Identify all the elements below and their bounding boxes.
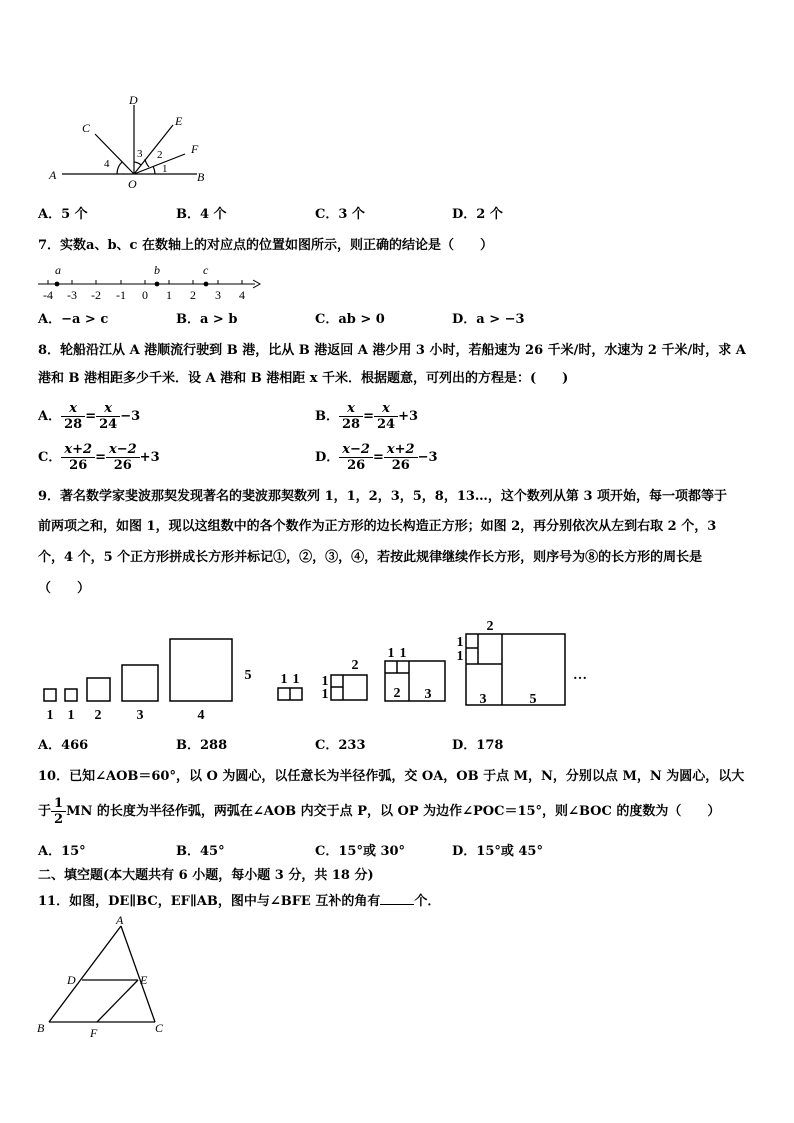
q8-line1: 8．轮船沿江从 A 港顺流行驶到 B 港，比从 B 港返回 A 港少用 3 小时，若船速为 26 千米/时，水速为 2 千米/时，求 A	[38, 343, 746, 358]
q7-tick-label: 4	[239, 288, 245, 302]
q8-option-a: A． $\frac{x}{28}$ = $\frac{x}{24}$ −3	[38, 401, 141, 432]
q9-option-a: A．466	[38, 738, 89, 753]
q7-tick-label: -4	[43, 288, 53, 302]
q7-label-a: a	[55, 263, 61, 277]
q8-line2: 港和 B 港相距多少千米．设 A 港和 B 港相距 x 千米．根据题意，可列出的方程是：( )	[38, 371, 569, 386]
q7-tick-label: 0	[142, 288, 148, 302]
q7-label-c: c	[203, 263, 209, 277]
q11-stem: 11．如图，DE∥BC，EF∥AB，图中与∠BFE 互补的角有 个．	[38, 894, 441, 909]
q6-option-a: A．5 个	[38, 207, 88, 222]
q11-answer-blank[interactable]	[380, 892, 414, 905]
q7-option-d: D．a > −3	[452, 312, 525, 327]
section-heading: 二、填空题(本大题共有 6 小题，每小题 3 分，共 18 分)	[38, 868, 374, 883]
q9-r1-label: 1	[292, 672, 300, 687]
q9-fig1-label: 2	[94, 708, 102, 723]
q7-tick-label: -1	[116, 288, 126, 302]
q11-label-f: F	[90, 1026, 98, 1040]
q11-triangle-figure	[35, 912, 180, 1042]
q9-line3: 个，4 个，5 个正方形拼成长方形并标记①，②，③，④，若按此规律继续作长方形，则序号为⑧的长方形的周长是	[38, 550, 703, 565]
q6-label-o: O	[128, 177, 137, 191]
q9-option-b: B．288	[176, 738, 228, 753]
q11-label-c: C	[155, 1021, 164, 1035]
q6-option-b: B．4 个	[176, 207, 227, 222]
q9-fig1-dots: 5	[244, 668, 252, 683]
q6-angle-1: 1	[162, 163, 168, 175]
q7-number-line	[35, 260, 265, 302]
q9-fig1-label: 3	[136, 708, 144, 723]
q6-label-d: D	[129, 93, 138, 107]
q10-line1: 10．已知∠AOB＝60°，以 O 为圆心，以任意长为半径作弧，交 OA，OB 于点 M，N，分别以点 M，N 为圆心，以大	[38, 769, 745, 784]
q6-option-d: D．2 个	[452, 207, 503, 222]
q11-label-e: E	[140, 973, 148, 987]
q9-r4-label: 5	[529, 692, 537, 707]
q9-r3-label: 1	[399, 646, 407, 661]
q6-label-e: E	[175, 114, 183, 128]
q10-line2: 于 $\frac{1}{2}$ MN 的长度为半径作弧，两弧在∠AOB 内交于点 P，以 OP 为边作∠POC＝15°，则∠BOC 的度数为（ ）	[38, 796, 721, 827]
q7-tick-label: 3	[215, 288, 221, 302]
q11-label-d: D	[67, 973, 76, 987]
q9-figure	[36, 615, 601, 725]
q9-line2: 前两项之和，如图 1，现以这组数中的各个数作为正方形的边长构造正方形；如图 2，再分别依次从左到右取 2 个，3	[38, 519, 717, 534]
q6-angle-3: 3	[137, 148, 143, 160]
q9-option-d: D．178	[452, 738, 504, 753]
q9-r4-label: 3	[479, 692, 487, 707]
q7-option-a: A．−a > c	[38, 312, 109, 327]
q9-line4: （ ）	[38, 581, 91, 596]
q6-angle-figure	[45, 92, 215, 192]
q9-r4-label: 1	[456, 649, 464, 664]
q9-r2-label: 1	[321, 674, 329, 689]
q7-point-b	[155, 282, 160, 287]
q10-option-a: A．15°	[38, 844, 86, 859]
q7-tick-label: -3	[67, 288, 77, 302]
q6-label-a: A	[49, 168, 57, 182]
q7-stem: 7．实数a、b、c 在数轴上的对应点的位置如图所示，则正确的结论是（ ）	[38, 238, 494, 253]
q7-option-b: B．a > b	[176, 312, 238, 327]
q11-label-b: B	[37, 1021, 45, 1035]
q6-label-b: B	[197, 170, 205, 184]
q7-tick-label: 2	[190, 288, 196, 302]
q6-label-c: C	[82, 121, 91, 135]
q7-label-b: b	[154, 263, 160, 277]
q10-fraction: $\frac{1}{2}$	[51, 796, 66, 827]
q9-r3-label: 3	[424, 687, 432, 702]
q9-fig2-dots: …	[573, 668, 587, 683]
q9-r2-label: 2	[351, 658, 359, 673]
q9-r4-label: 1	[456, 635, 464, 650]
q7-point-a	[55, 282, 60, 287]
q11-label-a: A	[116, 913, 124, 927]
q9-option-c: C．233	[315, 738, 366, 753]
q9-r2-label: 1	[321, 687, 329, 702]
q10-option-b: B．45°	[176, 844, 225, 859]
q6-label-f: F	[191, 142, 199, 156]
q9-line1: 9．著名数学家斐波那契发现著名的斐波那契数列 1，1，2，3，5，8，13…，这个数列从第 3 项开始，每一项都等于	[38, 489, 728, 504]
q9-r3-label: 2	[393, 686, 401, 701]
q10-option-c: C．15°或 30°	[315, 844, 406, 859]
q7-option-c: C．ab > 0	[315, 312, 385, 327]
q9-fig1-label: 1	[46, 708, 54, 723]
q8-option-b: B． $\frac{x}{28}$ = $\frac{x}{24}$ +3	[315, 401, 419, 432]
q9-r1-label: 1	[280, 672, 288, 687]
q7-point-c	[204, 282, 209, 287]
q6-angle-4: 4	[104, 158, 110, 170]
q8-option-c: C． $\frac{x+2}{26}$ = $\frac{x-2}{26}$ +3	[38, 442, 160, 473]
q8-option-d: D． $\frac{x-2}{26}$ = $\frac{x+2}{26}$ −3	[315, 442, 438, 473]
q9-r4-label: 2	[486, 619, 494, 634]
q10-option-d: D．15°或 45°	[452, 844, 543, 859]
q6-option-c: C．3 个	[315, 207, 365, 222]
q9-fig1-label: 1	[67, 708, 75, 723]
q6-angle-2: 2	[157, 149, 163, 161]
q9-fig1-label: 4	[197, 708, 205, 723]
q9-r3-label: 1	[387, 646, 395, 661]
q7-tick-label: -2	[91, 288, 101, 302]
q7-tick-label: 1	[166, 288, 172, 302]
